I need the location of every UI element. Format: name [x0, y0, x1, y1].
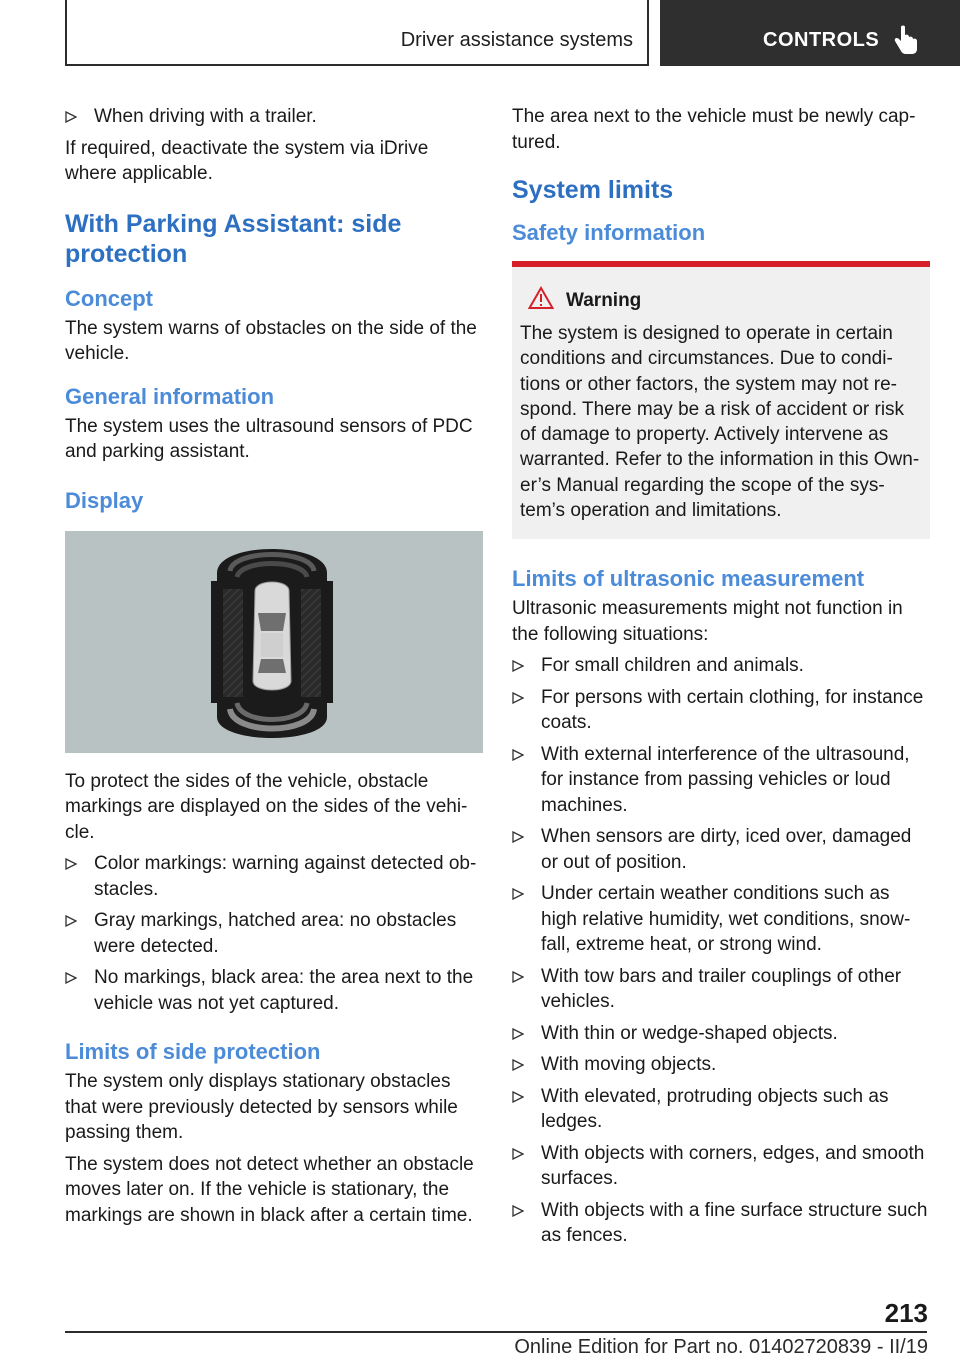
general-information-heading: General information — [65, 383, 275, 409]
list-item: With objects with a fine surface structure such as fences. — [512, 1198, 930, 1249]
list-item: With thin or wedge-shaped objects. — [512, 1021, 930, 1047]
display-paragraph: To protect the sides of the vehicle, obstacle markings are displayed on the sides of the vehi‐cle. — [65, 770, 468, 843]
ultrasonic-limits-heading: Limits of ultrasonic measurement — [512, 566, 865, 592]
list-item: Gray markings, hatched area: no obstacles were detected. — [65, 908, 483, 959]
list-item: With tow bars and trailer couplings of other vehicles. — [512, 964, 930, 1015]
list-item: For small children and animals. — [512, 653, 930, 679]
list-item: With elevated, protruding objects such as ledges. — [512, 1084, 930, 1135]
footer-divider — [65, 1331, 927, 1333]
triangle-bullet-icon — [512, 692, 524, 704]
list-item: When driving with a trailer. — [65, 104, 483, 130]
warning-triangle-icon — [528, 286, 554, 310]
triangle-bullet-icon — [512, 971, 524, 983]
page-number: 213 — [884, 1298, 928, 1328]
warning-box — [512, 261, 930, 539]
list-item: When sensors are dirty, iced over, damaged or out of position. — [512, 824, 930, 875]
ultrasonic-paragraph: Ultrasonic measurements might not function in the following situations: — [512, 598, 903, 645]
header-section-title: Driver assistance systems — [400, 29, 633, 51]
list-item: Color markings: warning against detected ob‐stacles. — [65, 851, 483, 902]
left-column — [65, 104, 483, 1234]
triangle-bullet-icon — [65, 858, 77, 870]
list-item: With moving objects. — [512, 1052, 930, 1078]
triangle-bullet-icon — [512, 888, 524, 900]
vehicle-top-view-illustration — [65, 531, 483, 753]
triangle-bullet-icon — [512, 749, 524, 761]
header-chapter-box — [660, 0, 960, 66]
header-chapter-title: CONTROLS — [763, 29, 880, 51]
list-item: For persons with certain clothing, for instance coats. — [512, 685, 930, 736]
safety-information-heading: Safety information — [512, 220, 706, 245]
system-limits-heading: System limits — [512, 176, 674, 204]
triangle-bullet-icon — [512, 1205, 524, 1217]
pointing-hand-icon — [890, 24, 920, 56]
triangle-bullet-icon — [65, 915, 77, 927]
side-protection-display-image — [65, 531, 483, 753]
triangle-bullet-icon — [512, 1148, 524, 1160]
list-item: Under certain weather conditions such as high relative humidity, wet conditions, snow‐fall, extreme heat, or strong wind. — [512, 881, 930, 958]
section-title: With Parking Assistant: side protection — [65, 209, 402, 268]
triangle-bullet-icon — [512, 660, 524, 672]
header-section-box — [65, 0, 649, 66]
concept-heading: Concept — [65, 285, 153, 311]
triangle-bullet-icon — [65, 972, 77, 984]
limits-paragraph: The system does not detect whether an obstacle moves later on. If the vehicle is stationary, the markings are shown in black after a certain time. — [65, 1153, 474, 1226]
concept-paragraph: The system warns of obstacles on the side of the vehicle. — [65, 317, 477, 364]
limits-paragraph: The system only displays stationary obstacles that were previously detected by sensors while passing them. — [65, 1071, 458, 1143]
paragraph: If required, deactivate the system via iDrive where applicable. — [65, 137, 429, 184]
triangle-bullet-icon — [512, 1091, 524, 1103]
footer-edition: Online Edition for Part no. 01402720839 - II/19 — [514, 1336, 928, 1358]
limits-heading: Limits of side protection — [65, 1039, 321, 1064]
paragraph: The area next to the vehicle must be newly cap‐tured. — [512, 106, 916, 153]
list-item: No markings, black area: the area next to the vehicle was not yet captured. — [65, 965, 483, 1016]
display-heading: Display — [65, 487, 144, 513]
warning-text: The system is designed to operate in certain conditions and circumstances. Due to condi‐tions or other factors, the system may not re‐spond. There may be a risk of accident or risk of damage to property. Actively intervene as warranted. Refer to the information in this Own‐er’s Manual regarding the scope of the sys‐tem’s operation and limitations. — [520, 323, 920, 522]
triangle-bullet-icon — [65, 111, 77, 123]
warning-header — [520, 289, 922, 313]
list-item: With objects with corners, edges, and smooth surfaces. — [512, 1141, 930, 1192]
list-item: With external interference of the ultrasound, for instance from passing vehicles or loud machines. — [512, 742, 930, 819]
warning-title: Warning — [566, 290, 642, 311]
right-column — [512, 104, 930, 1255]
triangle-bullet-icon — [512, 1059, 524, 1071]
triangle-bullet-icon — [512, 831, 524, 843]
general-information-paragraph: The system uses the ultrasound sensors of PDC and parking assistant. — [65, 415, 473, 462]
triangle-bullet-icon — [512, 1028, 524, 1040]
